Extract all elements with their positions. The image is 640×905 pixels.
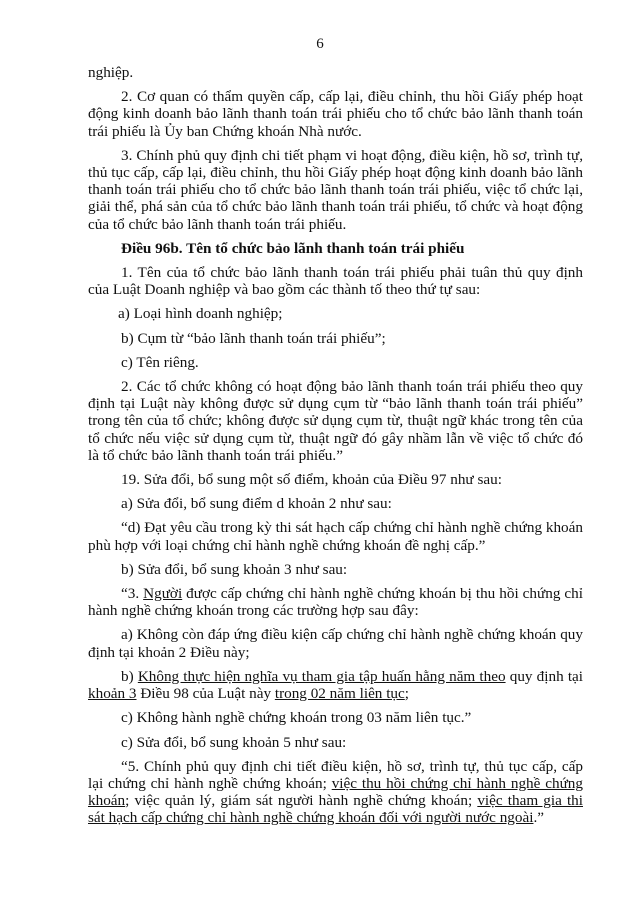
list-item-b: b) Cụm từ “bảo lãnh thanh toán trái phiếu”; — [121, 329, 386, 347]
underlined-text: trong 02 năm liên tục — [274, 685, 405, 703]
list-item-a: a) Loại hình doanh nghiệp; — [118, 305, 283, 323]
paragraph-continuation: nghiệp. — [88, 64, 134, 81]
underlined-text: Người — [143, 585, 183, 603]
page-number: 6 — [316, 36, 324, 52]
paragraph-case-a: a) Không còn đáp ứng điều kiện cấp chứng chỉ hành nghề chứng khoán quy định tại khoản 2 Điều này; — [88, 626, 583, 661]
text-segment: quy định tại — [505, 667, 583, 685]
paragraph-amend-a: a) Sửa đổi, bổ sung điểm d khoản 2 như sau: — [121, 495, 392, 513]
paragraph-case-c: c) Không hành nghề chứng khoán trong 03 năm liên tục.” — [121, 709, 472, 727]
paragraph-quote-3 — [88, 585, 583, 619]
text-segment: được cấp chứng chỉ hành nghề chứng khoán bị thu hồi chứng chỉ hành nghề chứng khoán trong các trường hợp sau đây: — [88, 585, 583, 620]
paragraph-clause-3: 3. Chính phủ quy định chi tiết phạm vi hoạt động, điều kiện, hồ sơ, trình tự, thủ tục cấp, cấp lại, điều chỉnh, thu hồi Giấy phép hoạt động kinh doanh bảo lãnh thanh toán trái phiếu cho tổ chức bảo lãnh thanh toán trái phiếu, việc tổ chức lại, giải thể, phá sản của tổ chức bảo lãnh thanh toán trái phiếu, tổ chức và hoạt động của tổ chức bảo lãnh thanh toán trái phiếu. — [88, 146, 583, 233]
underlined-text: việc tham gia thi sát hạch cấp chứng chỉ hành nghề chứng khoán đối với người nước ngoài — [88, 792, 583, 827]
text-segment: Điều 98 của Luật này — [136, 685, 275, 703]
list-item-c: c) Tên riêng. — [121, 353, 199, 371]
text-segment: b) — [121, 667, 138, 685]
paragraph-amend-c: c) Sửa đổi, bổ sung khoản 5 như sau: — [121, 733, 347, 751]
paragraph-clause-2: 2. Cơ quan có thẩm quyền cấp, cấp lại, điều chỉnh, thu hồi Giấy phép hoạt động kinh doanh bảo lãnh thanh toán trái phiếu cho tổ chức bảo lãnh thanh toán trái phiếu là Ủy ban Chứng khoán Nhà nước. — [88, 88, 583, 140]
article-heading: Điều 96b. Tên tổ chức bảo lãnh thanh toán trái phiếu — [121, 239, 465, 257]
underlined-text: việc thu hồi chứng chỉ hành nghề chứng khoán — [88, 774, 583, 810]
text-segment: .” — [533, 809, 545, 827]
text-segment: ; việc quản lý, giám sát người hành nghề chứng khoán; — [125, 792, 478, 810]
text-segment: “3. — [121, 585, 144, 603]
text-segment: “5. Chính phủ quy định chi tiết điều kiện, hồ sơ, trình tự, thủ tục cấp, cấp lại chứng chỉ hành nghề chứng khoán; — [88, 757, 583, 792]
document-body — [88, 64, 583, 834]
paragraph-case-b — [88, 668, 583, 702]
underlined-text: Không thực hiện nghĩa vụ tham gia tập huấn hằng năm theo — [137, 667, 506, 685]
underlined-text: khoản 3 — [88, 685, 137, 703]
paragraph-name-restriction: 2. Các tổ chức không có hoạt động bảo lãnh thanh toán trái phiếu theo quy định tại Luật này không được sử dụng cụm từ “bảo lãnh thanh toán trái phiếu” trong tên của tổ chức; không được sử dụng cụm từ, thuật ngữ khác trong tên của tổ chức nếu việc sử dụng cụm từ, thuật ngữ đó gây nhầm lẫn về việc tổ chức đó là tổ chức bảo lãnh thanh toán trái phiếu.” — [88, 378, 583, 464]
text-segment: ; — [404, 685, 409, 703]
paragraph-name-rule: 1. Tên của tổ chức bảo lãnh thanh toán trái phiếu phải tuân thủ quy định của Luật Doanh nghiệp và bao gồm các thành tố theo thứ tự sau: — [88, 264, 583, 299]
paragraph-quote-5 — [88, 758, 583, 827]
paragraph-amendment-19: 19. Sửa đổi, bổ sung một số điểm, khoản của Điều 97 như sau: — [121, 471, 502, 489]
paragraph-quote-d: “d) Đạt yêu cầu trong kỳ thi sát hạch cấp chứng chỉ hành nghề chứng khoán phù hợp với loại chứng chỉ hành nghề chứng khoán đề nghị cấp.” — [88, 519, 583, 554]
paragraph-amend-b: b) Sửa đổi, bổ sung khoản 3 như sau: — [121, 560, 348, 578]
